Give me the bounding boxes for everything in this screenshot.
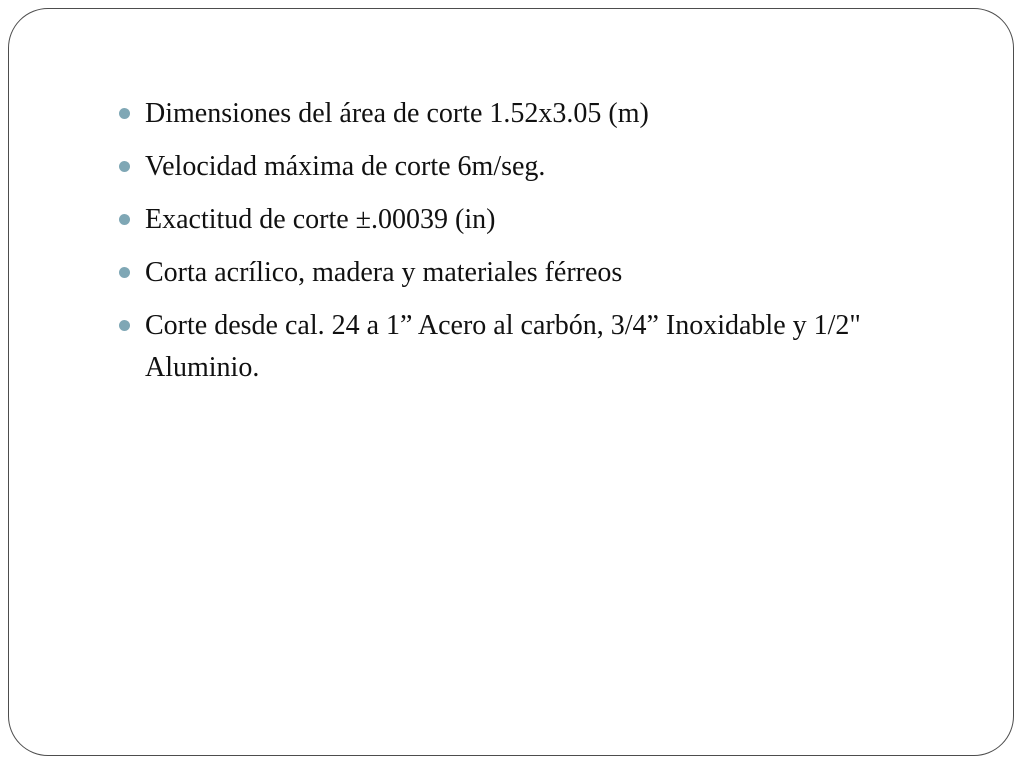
bullet-dot-icon <box>119 214 130 225</box>
bullet-text: Velocidad máxima de corte 6m/seg. <box>145 151 546 182</box>
bullet-item <box>119 252 949 294</box>
bullet-text: Exactitud de corte ±.00039 (in) <box>145 204 496 235</box>
bullet-item <box>119 199 949 241</box>
bullet-text: Corte desde cal. 24 a 1” Acero al carbón, 3/4” Inoxidable y 1/2" Aluminio. <box>145 310 861 383</box>
bullet-dot-icon <box>119 161 130 172</box>
bullet-item <box>119 93 949 135</box>
slide-frame <box>8 8 1014 756</box>
bullet-item <box>119 146 949 188</box>
bullet-text: Corta acrílico, madera y materiales férreos <box>145 257 623 288</box>
bullet-item <box>119 305 949 389</box>
bullet-dot-icon <box>119 267 130 278</box>
bullet-text: Dimensiones del área de corte 1.52x3.05 (m) <box>145 98 649 129</box>
bullet-dot-icon <box>119 320 130 331</box>
bullet-list <box>119 93 949 400</box>
bullet-dot-icon <box>119 108 130 119</box>
